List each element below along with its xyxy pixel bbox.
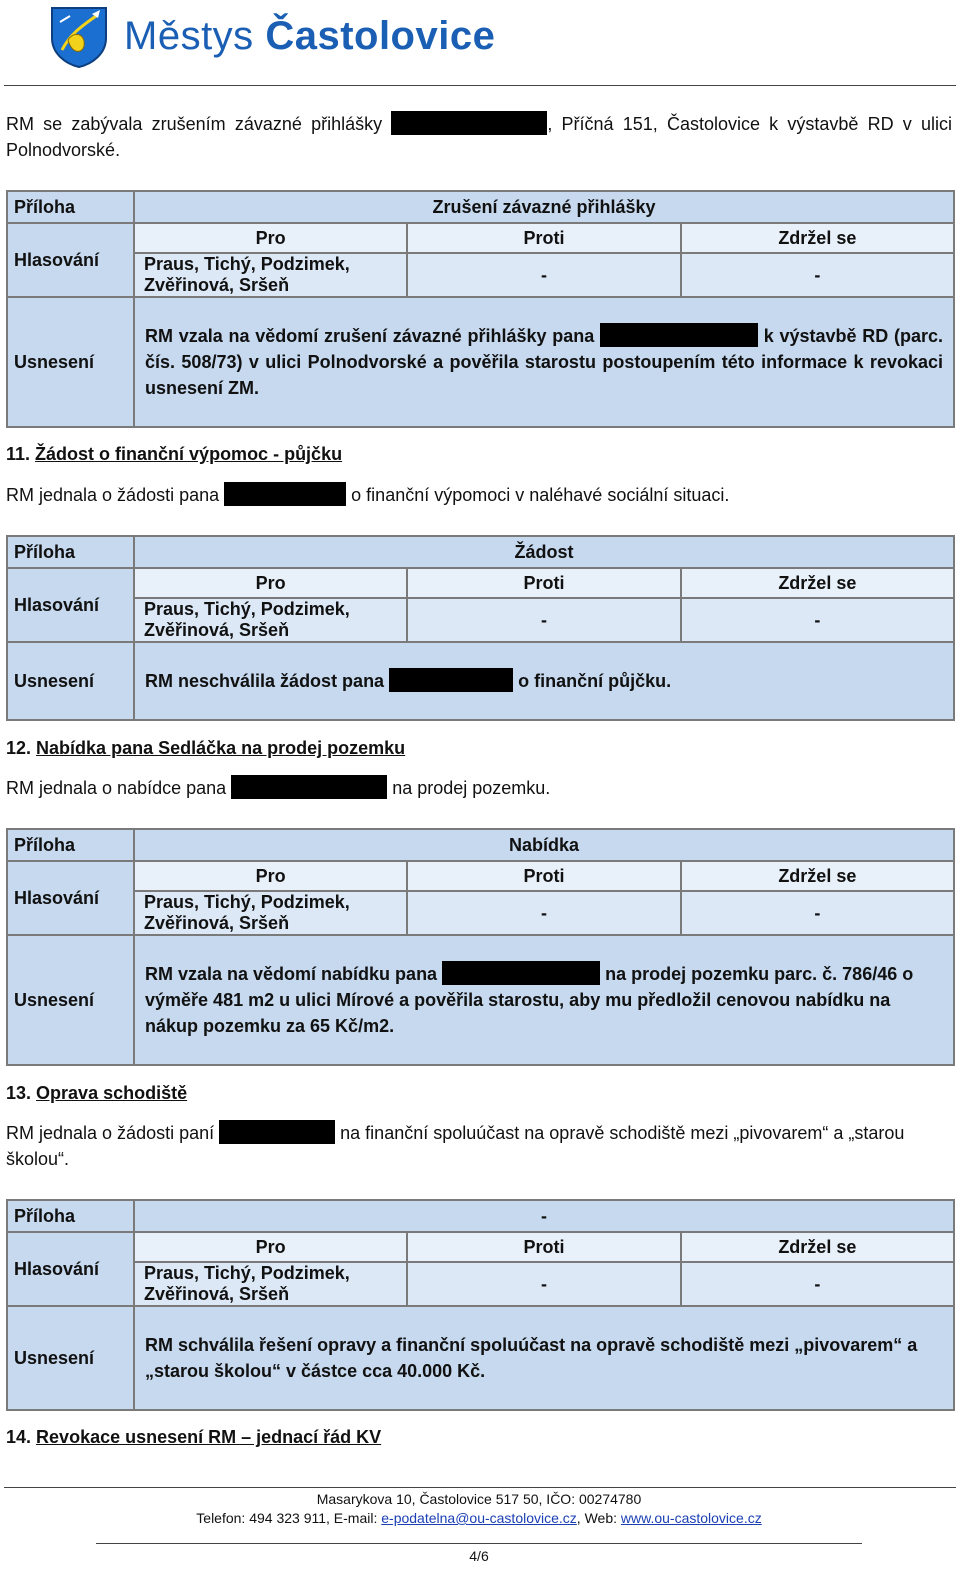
usneseni-value (134, 297, 954, 427)
para-text-b: o finanční výpomoci v naléhavé sociální situaci. (351, 485, 730, 505)
usneseni-label: Usnesení (7, 297, 134, 427)
usneseni-value (134, 642, 954, 720)
section-title: Žádost o finanční výpomoc - půjčku (35, 444, 343, 464)
priloha-label: Příloha (7, 1200, 134, 1232)
section-heading-14 (6, 1424, 381, 1450)
section-number: 13. (6, 1083, 32, 1103)
votes-zdrzel: - (681, 891, 954, 935)
votes-zdrzel: - (681, 253, 954, 297)
pro-header: Pro (134, 861, 407, 891)
site-title-prefix: Městys (124, 14, 254, 58)
footer-contact-text: Telefon: 494 323 911, E-mail: (196, 1510, 382, 1526)
usneseni-value (134, 1306, 954, 1410)
votes-pro: Praus, Tichý, Podzimek, Zvěřinová, Sršeň (134, 1262, 407, 1306)
zdrzel-header: Zdržel se (681, 223, 954, 253)
section-heading-13 (6, 1080, 187, 1106)
section-number: 14. (6, 1427, 32, 1447)
para-text-a: RM jednala o nabídce pana (6, 778, 227, 798)
usneseni-text-a: RM vzala na vědomí zrušení závazné přihlášky pana (145, 326, 595, 346)
footer-contact-text-2: , Web: (576, 1510, 621, 1526)
footer-divider (4, 1487, 956, 1488)
redacted-name (600, 323, 758, 347)
priloha-label: Příloha (7, 191, 134, 223)
redacted-name (391, 111, 547, 135)
hlasovani-label: Hlasování (7, 1232, 134, 1306)
section-heading-12 (6, 735, 405, 761)
redacted-name (219, 1120, 335, 1144)
usneseni-label: Usnesení (7, 642, 134, 720)
vote-table-4 (6, 1199, 955, 1411)
proti-header: Proti (407, 223, 680, 253)
redacted-name (224, 482, 346, 506)
votes-zdrzel: - (681, 1262, 954, 1306)
email-link[interactable]: e-podatelna@ou-castolovice.cz (381, 1510, 577, 1526)
zdrzel-header: Zdržel se (681, 861, 954, 891)
para-text-b: na prodej pozemku. (392, 778, 551, 798)
intro-paragraph (6, 111, 952, 163)
section-title: Revokace usnesení RM – jednací řád KV (36, 1427, 382, 1447)
section-number: 11. (6, 444, 31, 464)
hlasovani-label: Hlasování (7, 223, 134, 297)
pro-header: Pro (134, 1232, 407, 1262)
usneseni-text: RM schválila řešení opravy a finanční spoluúčast na opravě schodiště mezi „pivovarem“ a „starou školou“ v částce cca 40.000 Kč. (145, 1335, 918, 1381)
priloha-label: Příloha (7, 536, 134, 568)
priloha-value: - (134, 1200, 954, 1232)
para-text-a: RM jednala o žádosti paní (6, 1123, 215, 1143)
intro-text-a: RM se zabývala zrušením závazné přihlášky (6, 114, 383, 134)
section-11-paragraph (6, 482, 952, 508)
usneseni-text-b: na prodej pozemku parc. č. 786/46 o výměře 481 m2 u ulici Mírové a pověřila starostu, aby mu předložil cenovou nabídku na nákup pozemku za 65 Kč/m2. (145, 964, 914, 1036)
section-title: Nabídka pana Sedláčka na prodej pozemku (36, 738, 406, 758)
municipal-coat-of-arms-logo (48, 4, 110, 68)
web-link[interactable]: www.ou-castolovice.cz (620, 1510, 762, 1526)
header-divider (4, 85, 956, 86)
site-title-name: Častolovice (265, 14, 496, 58)
redacted-name (231, 775, 387, 799)
footer-address: Masarykova 10, Častolovice 517 50, IČO: 00274780 (316, 1491, 642, 1507)
section-13-paragraph (6, 1120, 952, 1172)
votes-proti: - (407, 1262, 680, 1306)
usneseni-text-b: k výstavbě RD (parc. čís. 508/73) v ulici Polnodvorské a pověřila starostu postoupením této informace k revokaci usnesení ZM. (145, 326, 943, 398)
zdrzel-header: Zdržel se (681, 1232, 954, 1262)
priloha-value: Nabídka (134, 829, 954, 861)
votes-proti: - (407, 253, 680, 297)
intro-text-b: , Příčná 151, Častolovice k výstavbě RD v ulici Polnodvorské. (6, 114, 952, 160)
votes-zdrzel: - (681, 598, 954, 642)
proti-header: Proti (407, 861, 680, 891)
page-number: 4/6 (469, 1548, 489, 1564)
usneseni-text-b: o finanční půjčku. (518, 671, 672, 691)
para-text-a: RM jednala o žádosti pana (6, 485, 220, 505)
redacted-name (389, 668, 513, 692)
usneseni-text-a: RM vzala na vědomí nabídku pana (145, 964, 438, 984)
usneseni-label: Usnesení (7, 1306, 134, 1410)
votes-pro: Praus, Tichý, Podzimek, Zvěřinová, Sršeň (134, 253, 407, 297)
usneseni-text-a: RM neschválila žádost pana (145, 671, 385, 691)
usneseni-value (134, 935, 954, 1065)
votes-proti: - (407, 891, 680, 935)
pro-header: Pro (134, 568, 407, 598)
proti-header: Proti (407, 568, 680, 598)
para-text-b: na finanční spoluúčast na opravě schodiště mezi „pivovarem“ a „starou školou“. (6, 1123, 905, 1169)
section-heading-11 (6, 441, 342, 467)
section-number: 12. (6, 738, 32, 758)
footer-contact (0, 1509, 958, 1528)
usneseni-label: Usnesení (7, 935, 134, 1065)
site-title (124, 10, 495, 62)
vote-table-2 (6, 535, 955, 721)
vote-table-1 (6, 190, 955, 428)
redacted-name (442, 961, 600, 985)
priloha-label: Příloha (7, 829, 134, 861)
proti-header: Proti (407, 1232, 680, 1262)
votes-pro: Praus, Tichý, Podzimek, Zvěřinová, Sršeň (134, 598, 407, 642)
footer-divider-2 (96, 1543, 862, 1544)
priloha-value: Zrušení závazné přihlášky (134, 191, 954, 223)
pro-header: Pro (134, 223, 407, 253)
vote-table-3 (6, 828, 955, 1066)
votes-pro: Praus, Tichý, Podzimek, Zvěřinová, Sršeň (134, 891, 407, 935)
section-12-paragraph (6, 775, 952, 801)
priloha-value: Žádost (134, 536, 954, 568)
votes-proti: - (407, 598, 680, 642)
zdrzel-header: Zdržel se (681, 568, 954, 598)
section-title: Oprava schodiště (36, 1083, 188, 1103)
hlasovani-label: Hlasování (7, 861, 134, 935)
hlasovani-label: Hlasování (7, 568, 134, 642)
